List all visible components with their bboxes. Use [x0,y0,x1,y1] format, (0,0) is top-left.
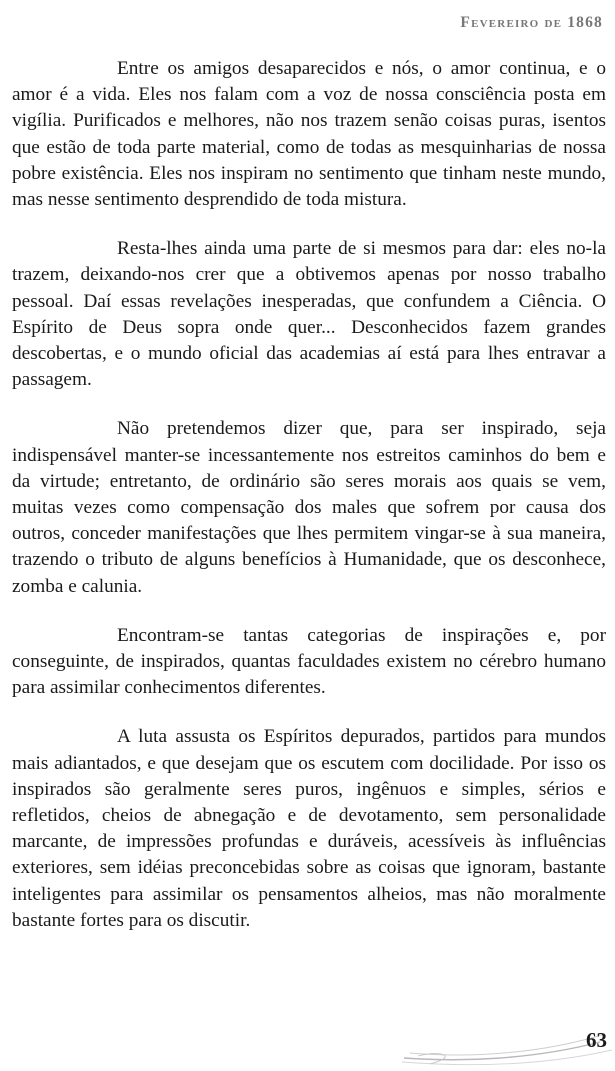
paragraph-5: A luta assusta os Espíritos depurados, partidos para mundos mais adiantados, e que desejam que os escutem com docilidade. Por isso os inspirados são geralmente seres puros, ingênuos e simples, sérios e refletidos, cheios de abnegação e de devotamento, sem personalidade marcante, de impressões profundas e duráveis, acessíveis às influências exteriores, sem idéias preconcebidas sobre as coisas que ignoram, bastante inteligentes para assimilar os pensamentos alheios, mas não moralmente bastante fortes para os discutir. [12,726,606,931]
page-footer [0,1020,615,1071]
page-number: 63 [586,1028,607,1052]
paragraph-1: Entre os amigos desaparecidos e nós, o amor continua, e o amor é a vida. Eles nos falam com a voz de nossa consciência posta em vigília. Purificados e melhores, não nos trazem senão coisas puras, isentos que estão de toda parte material, como de todas as mesquinharias de nossa pobre existência. Eles nos inspiram no sentimento que tinham neste mundo, mas nesse sentimento desprendido de toda mistura. [12,58,606,211]
page-body [12,56,606,934]
paragraph-3: Não pretendemos dizer que, para ser inspirado, seja indispensável manter-se incessantemente nos estreitos caminhos do bem e da virtude; entretanto, de ordinário são seres morais aos quais se vem, muitas vezes como compensação dos males que sofrem por causa dos outros, conceder manifestações que lhes permitem vingar-se à sua maneira, trazendo o tributo de alguns benefícios à Humanidade, que os desconhece, zomba e calunia. [12,418,606,597]
swoosh-ornament-icon [400,1020,615,1068]
paragraph-4: Encontram-se tantas categorias de inspirações e, por conseguinte, de inspirados, quantas faculdades existem no cérebro humano para assimilar conhecimentos diferentes. [12,624,606,699]
paragraph-2: Resta-lhes ainda uma parte de si mesmos para dar: eles no-la trazem, deixando-nos crer que a obtivemos apenas por nosso trabalho pessoal. Daí essas revelações inesperadas, que confundem a Ciência. O Espírito de Deus sopra onde quer... Desconhecidos fazem grandes descobertas, e o mundo oficial das academias aí está para lhes entravar a passagem. [12,238,606,391]
running-header: Fevereiro de 1868 [460,14,603,31]
